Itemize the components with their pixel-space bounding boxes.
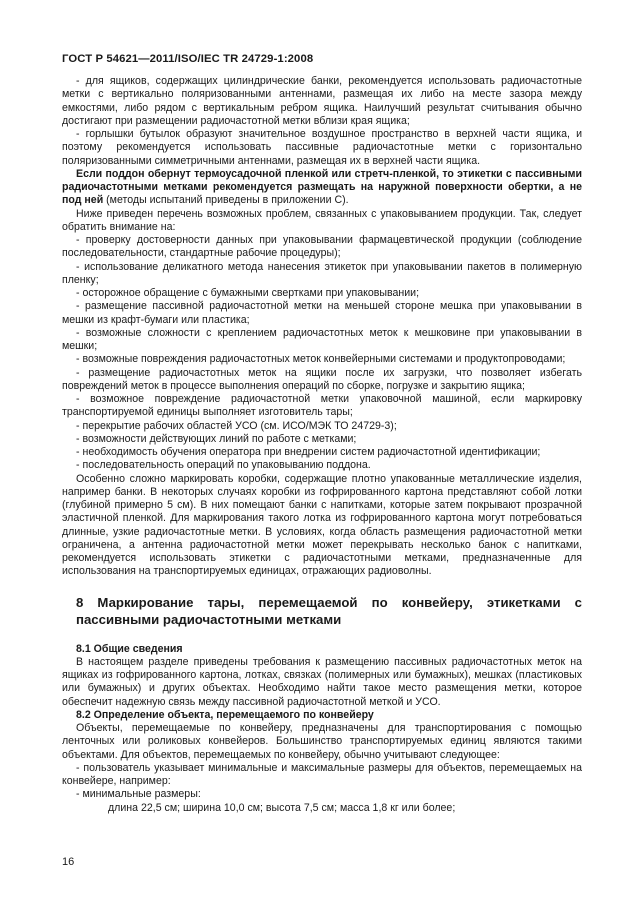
min-sizes-label: - минимальные размеры:	[76, 788, 201, 801]
section-8-1-title: 8.1 Общие сведения	[76, 642, 183, 655]
list-item: - необходимость обучения оператора при внедрении систем радиочастотной идентификации;	[76, 446, 541, 458]
list-item: - возможные сложности с креплением радиочастотных меток к мешковине при упаковывании в мешки;	[62, 326, 582, 352]
pallet-film-bold: Если поддон обернут термоусадочной пленкой или стретч-пленкой, то этикетки с пассивными радиочастотными метками рекомендуется размещать на наружной поверхности обертки, а не под ней	[62, 167, 582, 207]
paragraph-cylinder-cans: - для ящиков, содержащих цилиндрические банки, рекомендуется использовать радиочастотные метки с вертикально поляризованными антеннами, размещая их либо на месте зазора между емкостями, либо рядом с вертикальным ребром ящика. Наилучший результат считывания обычно достигают при размещении радиочастотной метки вблизи края ящика;	[62, 75, 582, 127]
list-item: - размещение радиочастотных меток на ящики после их загрузки, что позволяет избегать повреждений меток в процессе выполнения операций по сборке, погрузке и закрытию ящика;	[62, 366, 582, 392]
min-sizes-values-block	[62, 802, 582, 815]
document-header: ГОСТ Р 54621—2011/ISO/IEC TR 24729-1:2008	[62, 53, 314, 65]
list-item: - размещение пассивной радиочастотной метки на меньшей стороне мешка при упаковывании в мешки из крафт-бумаги или пластика;	[62, 300, 582, 326]
min-sizes-block	[62, 788, 582, 801]
section-8-1-text: В настоящем разделе приведены требования к размещению пассивных радиочастотных меток на ящиках из гофрированного картона, лотках, связках (полимерных или бумажных), мешках (пластиковых или бумажных) и других объектах. Необходимо найти такое место размещения метки, которое обеспечит надежную связь между пассивной радиочастотной меткой и УСО.	[62, 655, 582, 708]
min-sizes-values: длина 22,5 см; ширина 10,0 см; высота 7,5 см; масса 1,8 кг или более;	[108, 801, 456, 814]
list-item: - проверку достоверности данных при упаковывании фармацевтической продукции (соблюдение последовательности, стандартные рабочие процедуры);	[62, 234, 582, 260]
paragraph-bottle-necks: - горлышки бутылок образуют значительное воздушное пространство в верхней части ящика, и поэтому рекомендуется использовать пассивные радиочастотные метки с горизонтально поляризованными симметричными антеннами, размещая их в верхней части ящика.	[62, 128, 582, 167]
list-item: - перекрытие рабочих областей УСО (см. ИСО/МЭК ТО 24729-3);	[76, 419, 397, 432]
list-item: - использование деликатного метода нанесения этикеток при упаковывании пакетов в полимерную пленку;	[62, 260, 582, 286]
section-8-2-text: Объекты, перемещаемые по конвейеру, предназначены для транспортирования с помощью ленточных или роликовых конвейеров. Большинство транспортируемых единиц являются такими объектами. Для объектов, перемещаемых по конвейеру, обычно учитывают следующее:	[62, 722, 582, 761]
list-item: - последовательность операций по упаковыванию поддона.	[76, 459, 371, 472]
pallet-film-rest: (методы испытаний приведены в приложении С).	[103, 194, 349, 207]
page-body	[62, 75, 582, 815]
list-item: - возможное повреждение радиочастотной метки упаковочной машиной, если маркировку транспортируемой единицы выполняет изготовитель тары;	[62, 393, 582, 419]
paragraph-problems-intro: Ниже приведен перечень возможных проблем, связанных с упаковыванием продукции. Так, следует обратить внимание на:	[62, 207, 582, 233]
list-item: - возможности действующих линий по работе с метками;	[76, 432, 357, 445]
paragraph-pallet-film	[62, 168, 582, 208]
list-item: - возможные повреждения радиочастотных меток конвейерными системами и продуктопроводами;	[76, 353, 566, 366]
page-number: 16	[62, 856, 75, 868]
section-8-2-item: - пользователь указывает минимальные и максимальные размеры для объектов, перемещаемых на конвейере, например:	[62, 761, 582, 787]
section-8-title: 8 Маркирование тары, перемещаемой по конвейеру, этикетками с пассивными радиочастотными метками	[76, 594, 582, 627]
section-8-2-title: 8.2 Определение объекта, перемещаемого по конвейеру	[76, 708, 374, 721]
list-item: - осторожное обращение с бумажными свертками при упаковывании;	[76, 287, 420, 299]
paragraph-metal-products: Особенно сложно маркировать коробки, содержащие плотно упакованные металлические изделия, например банки. В некоторых случаях коробки из гофрированного картона представляют собой лотки (глубиной примерно 5 см). В них помещают банки с напитками, которые затем покрывают прозрачной эластичной пленкой. Для маркирования такого лотка из гофрированного картона могут потребоваться длинные, узкие радиочастотные метки. В условиях, когда область размещения радиочастотной метки ограничена, а антенна радиочастотной метки может перекрывать несколько банок с напитками, рекомендуется использовать этикетки с радиочастотными метками, предназначенные для использования на транспортируемых единицах, отражающих радиоволны.	[62, 472, 582, 578]
